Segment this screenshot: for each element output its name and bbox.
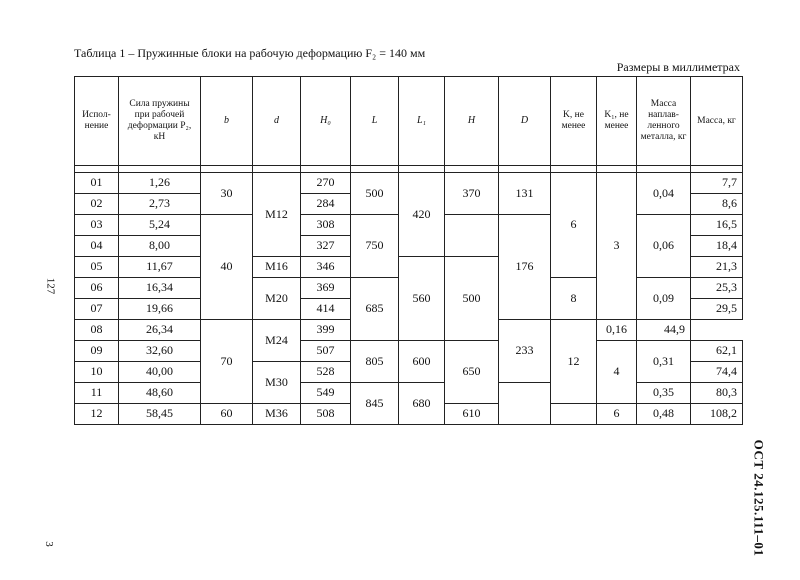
cell-l: 685	[351, 278, 399, 341]
cell-h: 650	[445, 341, 499, 404]
cell-b: 40	[201, 215, 253, 320]
cell-force: 8,00	[119, 236, 201, 257]
cell-k: 8	[551, 278, 597, 320]
cell-force: 32,60	[119, 341, 201, 362]
cell-diameter	[499, 383, 551, 425]
cell-mass: 80,3	[691, 383, 743, 404]
header-mass: Масса, кг	[691, 77, 743, 166]
cell-ispolnenie: 03	[75, 215, 119, 236]
cell-mass: 62,1	[691, 341, 743, 362]
cell-weld-mass: 0,48	[637, 404, 691, 425]
table-row	[75, 383, 743, 404]
cell-diameter: 131	[499, 173, 551, 215]
cell-l: 750	[351, 215, 399, 278]
cell-k1: 3	[597, 173, 637, 320]
cell-ispolnenie: 04	[75, 236, 119, 257]
cell-diameter: 176	[499, 215, 551, 320]
spacer-row	[75, 166, 743, 173]
cell-mass: 25,3	[691, 278, 743, 299]
header-d: d	[253, 77, 301, 166]
cell-l1: 560	[399, 257, 445, 341]
cell-ispolnenie: 05	[75, 257, 119, 278]
cell-weld-mass: 0,35	[637, 383, 691, 404]
standard-code: ОСТ 24.125.111–01	[751, 439, 767, 557]
cell-force: 40,00	[119, 362, 201, 383]
cell-d: М16	[253, 257, 301, 278]
cell-b: 70	[201, 320, 253, 404]
cell-h0: 507	[301, 341, 351, 362]
header-l: L	[351, 77, 399, 166]
cell-weld-mass: 0,31	[637, 341, 691, 383]
cell-l: 845	[351, 383, 399, 425]
cell-force: 1,26	[119, 173, 201, 194]
cell-h0: 308	[301, 215, 351, 236]
spring-blocks-table	[74, 76, 743, 425]
cell-b: 30	[201, 173, 253, 215]
cell-l: 500	[351, 173, 399, 215]
table-row	[75, 341, 743, 362]
header-ispolnenie: Испол-нение	[75, 77, 119, 166]
cell-force: 11,67	[119, 257, 201, 278]
cell-l1: 680	[399, 383, 445, 425]
units-note: Размеры в миллиметрах	[616, 60, 740, 74]
cell-d: М20	[253, 278, 301, 320]
cell-mass: 29,5	[691, 299, 743, 320]
header-k1: K₁, не менее	[597, 77, 637, 166]
cell-ispolnenie: 02	[75, 194, 119, 215]
cell-l1: 420	[399, 173, 445, 257]
cell-force: 19,66	[119, 299, 201, 320]
table-caption: Таблица 1 – Пружинные блоки на рабочую деформацию F₂ = 140 мм	[74, 46, 426, 60]
cell-b: 60	[201, 404, 253, 425]
cell-mass: 18,4	[691, 236, 743, 257]
header-d-diameter: D	[499, 77, 551, 166]
cell-l1: 600	[399, 341, 445, 383]
cell-weld-mass: 0,09	[637, 278, 691, 320]
cell-ispolnenie: 10	[75, 362, 119, 383]
cell-h0: 369	[301, 278, 351, 299]
cell-h0: 528	[301, 362, 351, 383]
cell-weld-mass: 0,04	[637, 173, 691, 215]
cell-h0: 270	[301, 173, 351, 194]
cell-k: 6	[551, 173, 597, 278]
cell-h	[445, 215, 499, 257]
cell-d: М36	[253, 404, 301, 425]
cell-l: 805	[351, 341, 399, 383]
cell-h0: 346	[301, 257, 351, 278]
cell-h0: 508	[301, 404, 351, 425]
cell-mass: 21,3	[691, 257, 743, 278]
cell-h: 610	[445, 404, 499, 425]
cell-mass: 44,9	[637, 320, 691, 341]
cell-weld-mass: 0,06	[637, 215, 691, 278]
header-k: K, не менее	[551, 77, 597, 166]
cell-weld-mass: 0,16	[597, 320, 637, 341]
cell-force: 5,24	[119, 215, 201, 236]
page-number-side: 127	[44, 277, 57, 295]
cell-mass: 8,6	[691, 194, 743, 215]
cell-h0: 399	[301, 320, 351, 341]
cell-k1: 6	[597, 404, 637, 425]
header-row	[75, 77, 743, 166]
cell-d: М24	[253, 320, 301, 362]
cell-d: М30	[253, 362, 301, 404]
cell-h: 370	[445, 173, 499, 215]
cell-h0: 414	[301, 299, 351, 320]
cell-force: 26,34	[119, 320, 201, 341]
cell-force: 16,34	[119, 278, 201, 299]
cell-mass: 7,7	[691, 173, 743, 194]
cell-mass: 108,2	[691, 404, 743, 425]
cell-ispolnenie: 08	[75, 320, 119, 341]
page-number-bottom: 3	[42, 541, 55, 547]
cell-ispolnenie: 12	[75, 404, 119, 425]
cell-h0: 549	[301, 383, 351, 404]
cell-ispolnenie: 09	[75, 341, 119, 362]
cell-k1: 4	[597, 341, 637, 404]
header-h0: H₀	[301, 77, 351, 166]
cell-mass: 16,5	[691, 215, 743, 236]
cell-ispolnenie: 07	[75, 299, 119, 320]
cell-force: 48,60	[119, 383, 201, 404]
cell-force: 2,73	[119, 194, 201, 215]
cell-ispolnenie: 06	[75, 278, 119, 299]
cell-d: М12	[253, 173, 301, 257]
cell-ispolnenie: 11	[75, 383, 119, 404]
cell-force: 58,45	[119, 404, 201, 425]
cell-diameter: 233	[499, 320, 551, 383]
cell-k	[551, 404, 597, 425]
header-l1: L₁	[399, 77, 445, 166]
cell-h0: 284	[301, 194, 351, 215]
header-h: H	[445, 77, 499, 166]
table-row	[75, 173, 743, 194]
header-b: b	[201, 77, 253, 166]
cell-ispolnenie: 01	[75, 173, 119, 194]
cell-h0: 327	[301, 236, 351, 257]
cell-h: 500	[445, 257, 499, 341]
cell-mass: 74,4	[691, 362, 743, 383]
cell-k: 12	[551, 320, 597, 404]
header-force: Сила пружины при рабочей деформации P₂, кН	[119, 77, 201, 166]
header-weld-mass: Масса наплав-ленного металла, кг	[637, 77, 691, 166]
